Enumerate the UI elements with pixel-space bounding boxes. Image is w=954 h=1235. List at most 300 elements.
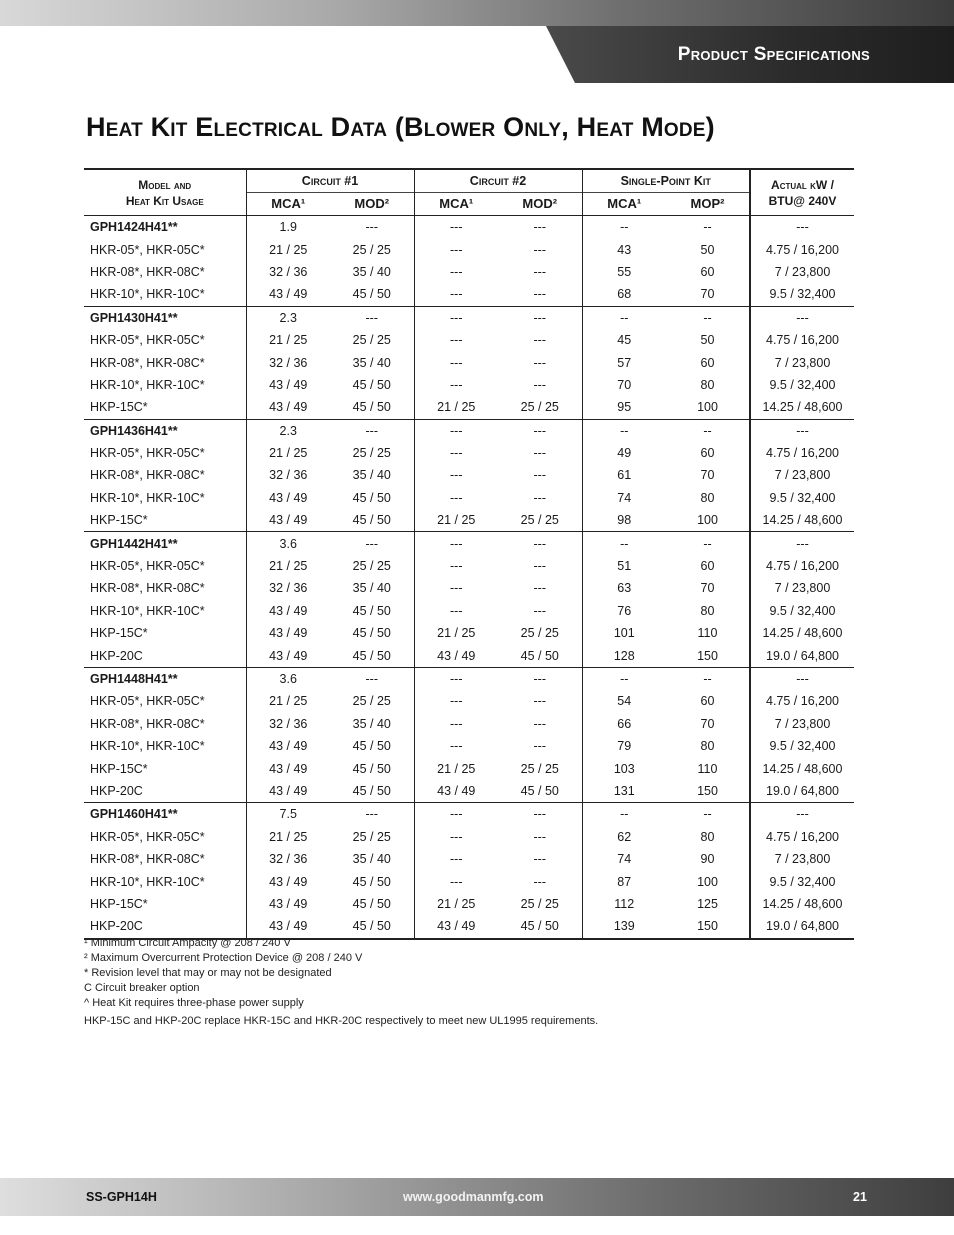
sub-header-mod-1: MOD² [330,193,414,216]
c2-mca-cell: --- [414,870,498,892]
model-cell: HKR-10*, HKR-10C* [90,377,205,392]
c1-mod-cell: 35 / 40 [352,581,391,596]
c1-mca-cell: 43 / 49 [246,487,330,509]
model-cell: HKR-10*, HKR-10C* [90,490,205,505]
heat-kit-table [84,168,854,940]
sp-mca-cell: 51 [582,555,666,577]
c1-mca-cell: 1.9 [246,216,330,239]
sp-mop-cell: 110 [697,761,718,776]
sp-mop-cell: 50 [700,333,715,348]
c2-mod-cell: --- [498,667,582,690]
sp-mca-cell: 66 [582,713,666,735]
actual-kw-header [750,169,854,216]
model-cell: HKR-10*, HKR-10C* [90,603,205,618]
c1-mod-cell: 45 / 50 [352,400,391,415]
actual-kw-cell: 4.75 / 16,200 [750,690,854,712]
c1-mod-cell: 45 / 50 [352,513,391,528]
c1-mca-cell: 21 / 25 [246,238,330,260]
c2-mca-cell: --- [414,577,498,599]
actual-kw-cell: 4.75 / 16,200 [750,826,854,848]
c1-mod-cell: --- [330,306,414,329]
actual-kw-cell: 4.75 / 16,200 [750,238,854,260]
sp-mop-cell: -- [666,532,750,555]
c1-mca-cell: 43 / 49 [246,644,330,667]
c1-mod-cell: --- [330,803,414,826]
c1-mca-cell: 43 / 49 [246,870,330,892]
table-row [84,487,854,509]
sp-mop-cell: 90 [700,852,715,867]
c2-mod-cell: --- [533,355,546,370]
table-row [84,396,854,419]
actual-kw-cell: 9.5 / 32,400 [750,600,854,622]
table-row [84,690,854,712]
actual-kw-cell: 7 / 23,800 [750,848,854,870]
model-cell: HKR-08*, HKR-08C* [90,716,205,731]
c2-mca-cell: 21 / 25 [414,396,498,419]
actual-kw-cell: 9.5 / 32,400 [750,374,854,396]
single-point-header: Single-Point Kit [582,169,750,193]
actual-kw-cell: --- [750,532,854,555]
sp-mca-cell: 55 [582,261,666,283]
actual-kw-cell: 4.75 / 16,200 [750,442,854,464]
c2-mca-cell: --- [414,826,498,848]
c1-mca-cell: 43 / 49 [246,283,330,306]
replacement-note: HKP-15C and HKP-20C replace HKR-15C and HKR-20C respectively to meet new UL1995 requirements. [84,1015,599,1027]
sp-mca-cell: 70 [582,374,666,396]
c2-mca-cell: 21 / 25 [414,757,498,779]
table-row [84,713,854,735]
c1-mca-cell: 21 / 25 [246,690,330,712]
model-cell: GPH1424H41** [84,216,246,239]
table-body [84,216,854,939]
c1-mod-cell: --- [330,216,414,239]
c2-mod-cell: --- [533,446,546,461]
sp-mop-cell: 100 [697,874,718,889]
c2-mod-cell: 45 / 50 [498,915,582,938]
c2-mca-cell: --- [414,600,498,622]
actual-kw-cell: 9.5 / 32,400 [750,735,854,757]
actual-kw-cell: 9.5 / 32,400 [750,870,854,892]
c2-mca-cell: --- [414,532,498,555]
sp-mca-cell: 62 [582,826,666,848]
c1-mca-cell: 21 / 25 [246,826,330,848]
c1-mod-cell: 45 / 50 [352,739,391,754]
c1-mca-cell: 32 / 36 [246,261,330,283]
c1-mod-cell: 35 / 40 [352,264,391,279]
actual-kw-cell: 7 / 23,800 [750,713,854,735]
sp-mca-cell: -- [582,216,666,239]
c2-mod-cell: --- [533,694,546,709]
c2-mca-cell: --- [414,283,498,306]
circuit2-header: Circuit #2 [414,169,582,193]
sp-mop-cell: -- [666,419,750,442]
c1-mod-cell: 45 / 50 [352,761,391,776]
sp-mop-cell: 125 [697,896,718,911]
circuit1-header: Circuit #1 [246,169,414,193]
c2-mca-cell: 43 / 49 [414,644,498,667]
table-row [84,870,854,892]
actual-kw-cell: 14.25 / 48,600 [750,893,854,915]
c1-mca-cell: 32 / 36 [246,351,330,373]
table-row-model [84,803,854,826]
model-column-header [84,169,246,216]
table-row [84,622,854,644]
model-cell: GPH1442H41** [84,532,246,555]
c2-mca-cell: 43 / 49 [414,915,498,938]
sp-mop-cell: 60 [700,694,715,709]
sp-mop-cell: 100 [697,513,718,528]
section-title: Product Specifications [677,44,870,65]
sp-mop-cell: 60 [700,355,715,370]
footnote: ¹ Minimum Circuit Ampacity @ 208 / 240 V [84,937,291,949]
sp-mop-cell: -- [666,306,750,329]
sp-mca-cell: 43 [582,238,666,260]
c1-mca-cell: 43 / 49 [246,893,330,915]
sp-mca-cell: -- [582,532,666,555]
c2-mod-cell: --- [498,419,582,442]
table-row [84,442,854,464]
actual-kw-cell: 19.0 / 64,800 [750,915,854,938]
c2-mod-cell: --- [533,716,546,731]
c2-mod-cell: --- [533,603,546,618]
sp-mca-cell: 87 [582,870,666,892]
sp-mca-cell: -- [582,306,666,329]
actual-header-line1: Actual kW / [771,177,834,192]
table-row [84,238,854,260]
c1-mod-cell: 45 / 50 [352,603,391,618]
c1-mod-cell: 45 / 50 [352,648,391,663]
model-cell: HKR-08*, HKR-08C* [90,581,205,596]
c2-mod-cell: --- [533,852,546,867]
c1-mca-cell: 43 / 49 [246,915,330,938]
model-cell: HKR-10*, HKR-10C* [90,739,205,754]
model-cell: GPH1436H41** [84,419,246,442]
sp-mop-cell: -- [666,216,750,239]
table-row [84,555,854,577]
model-cell: HKR-05*, HKR-05C* [90,559,205,574]
c1-mca-cell: 43 / 49 [246,374,330,396]
table-row [84,600,854,622]
sp-mca-cell: 74 [582,848,666,870]
table-row [84,848,854,870]
sub-header-mca-3: MCA¹ [582,193,666,216]
c2-mca-cell: 21 / 25 [414,509,498,532]
c1-mod-cell: 25 / 25 [352,333,391,348]
sp-mop-cell: 70 [700,287,715,302]
c2-mod-cell: --- [533,264,546,279]
c2-mod-cell: 45 / 50 [520,783,559,798]
model-cell: HKP-15C* [90,761,148,776]
c2-mca-cell: --- [414,306,498,329]
c1-mca-cell: 43 / 49 [246,622,330,644]
c2-mod-cell: --- [533,829,546,844]
c1-mod-cell: 45 / 50 [352,287,391,302]
c2-mca-cell: --- [414,216,498,239]
c2-mca-cell: --- [414,261,498,283]
c2-mod-cell: --- [533,581,546,596]
actual-kw-cell: 14.25 / 48,600 [750,622,854,644]
c2-mod-cell: --- [533,242,546,257]
sp-mca-cell: 139 [582,915,666,938]
model-cell: HKP-20C [90,783,143,798]
c1-mod-cell: 45 / 50 [352,490,391,505]
sub-header-mca-1: MCA¹ [246,193,330,216]
c2-mod-cell: 45 / 50 [520,648,559,663]
sp-mop-cell: 80 [700,490,715,505]
model-cell: GPH1460H41** [84,803,246,826]
c2-mod-cell: --- [533,377,546,392]
sp-mop-cell: 50 [700,242,715,257]
c1-mod-cell: 45 / 50 [352,377,391,392]
table-row [84,509,854,532]
model-cell: HKR-05*, HKR-05C* [90,694,205,709]
model-cell: HKR-08*, HKR-08C* [90,852,205,867]
sp-mca-cell: 57 [582,351,666,373]
table-row [84,826,854,848]
c2-mca-cell: 21 / 25 [414,893,498,915]
sp-mca-cell: 68 [582,283,666,306]
table-row-model [84,532,854,555]
footnote: ^ Heat Kit requires three-phase power supply [84,997,304,1009]
c2-mca-cell: --- [414,351,498,373]
c2-mca-cell: --- [414,803,498,826]
actual-kw-cell: 7 / 23,800 [750,351,854,373]
model-cell: HKP-15C* [90,400,148,415]
sp-mca-cell: 131 [582,780,666,803]
sp-mca-cell: 61 [582,464,666,486]
c2-mod-cell: --- [533,739,546,754]
actual-kw-cell: 19.0 / 64,800 [750,644,854,667]
c2-mca-cell: --- [414,735,498,757]
c2-mod-cell: --- [498,216,582,239]
table-row [84,283,854,306]
sp-mop-cell: 70 [700,581,715,596]
table-row [84,329,854,351]
model-cell: HKR-05*, HKR-05C* [90,446,205,461]
sp-mop-cell: 60 [700,446,715,461]
model-cell: HKR-05*, HKR-05C* [90,242,205,257]
table-row [84,351,854,373]
actual-kw-cell: --- [750,803,854,826]
c1-mod-cell: --- [330,667,414,690]
actual-kw-cell: 14.25 / 48,600 [750,757,854,779]
sp-mop-cell: -- [666,667,750,690]
actual-kw-cell: 7 / 23,800 [750,261,854,283]
sp-mop-cell: 150 [697,783,718,798]
c2-mca-cell: --- [414,464,498,486]
c2-mca-cell: --- [414,442,498,464]
table-row [84,374,854,396]
c2-mca-cell: --- [414,667,498,690]
sp-mop-cell: 150 [697,648,718,663]
table-row-model [84,667,854,690]
c1-mca-cell: 32 / 36 [246,848,330,870]
table-row [84,915,854,938]
table-row [84,577,854,599]
model-cell: HKR-10*, HKR-10C* [90,287,205,302]
sub-header-mca-2: MCA¹ [414,193,498,216]
c1-mca-cell: 43 / 49 [246,396,330,419]
actual-kw-cell: 7 / 23,800 [750,464,854,486]
c2-mod-cell: --- [533,490,546,505]
sp-mca-cell: -- [582,803,666,826]
c2-mod-cell: --- [533,287,546,302]
actual-kw-cell: 9.5 / 32,400 [750,283,854,306]
sp-mop-cell: 60 [700,264,715,279]
model-header-line1: Model and [138,177,192,192]
sp-mca-cell: 49 [582,442,666,464]
footnotes [84,936,598,1029]
footnote: ² Maximum Overcurrent Protection Device @ 208 / 240 V [84,952,363,964]
c2-mca-cell: --- [414,238,498,260]
c2-mca-cell: --- [414,487,498,509]
c1-mca-cell: 43 / 49 [246,780,330,803]
c1-mod-cell: 35 / 40 [352,468,391,483]
c1-mca-cell: 32 / 36 [246,713,330,735]
c1-mca-cell: 3.6 [246,667,330,690]
model-cell: HKR-05*, HKR-05C* [90,829,205,844]
sp-mop-cell: 60 [700,559,715,574]
sp-mop-cell: 110 [697,626,718,641]
c2-mod-cell: 25 / 25 [520,896,559,911]
sp-mop-cell: 70 [700,468,715,483]
table-row [84,735,854,757]
c1-mod-cell: 25 / 25 [352,694,391,709]
sp-mca-cell: 98 [582,509,666,532]
top-band [0,0,954,26]
sp-mop-cell: 80 [700,377,715,392]
sub-header-mod-2: MOD² [498,193,582,216]
c1-mod-cell: 35 / 40 [352,716,391,731]
table-row [84,757,854,779]
sp-mca-cell: -- [582,667,666,690]
c1-mca-cell: 43 / 49 [246,735,330,757]
c2-mca-cell: --- [414,848,498,870]
model-header-line2: Heat Kit Usage [125,193,204,208]
sp-mca-cell: 79 [582,735,666,757]
c1-mod-cell: --- [330,419,414,442]
model-cell: GPH1430H41** [84,306,246,329]
c1-mca-cell: 32 / 36 [246,577,330,599]
c1-mod-cell: 45 / 50 [330,915,414,938]
table-row-model [84,419,854,442]
actual-kw-cell: 9.5 / 32,400 [750,487,854,509]
sp-mca-cell: 112 [582,893,666,915]
sp-mop-cell: 70 [700,716,715,731]
c2-mca-cell: --- [414,555,498,577]
footnote: C Circuit breaker option [84,982,200,994]
actual-kw-cell: --- [750,306,854,329]
table-row-model [84,306,854,329]
sp-mca-cell: 45 [582,329,666,351]
sp-mca-cell: 95 [582,396,666,419]
c2-mod-cell: 25 / 25 [520,761,559,776]
c1-mca-cell: 2.3 [246,419,330,442]
c1-mca-cell: 21 / 25 [246,555,330,577]
sp-mop-cell: 150 [666,915,750,938]
c2-mod-cell: --- [533,559,546,574]
c2-mod-cell: 25 / 25 [520,400,559,415]
c2-mca-cell: --- [414,713,498,735]
model-cell: HKR-05*, HKR-05C* [90,333,205,348]
model-cell: GPH1448H41** [84,667,246,690]
page-number: 21 [853,1190,867,1204]
c1-mca-cell: 3.6 [246,532,330,555]
sp-mop-cell: 80 [700,739,715,754]
sp-mca-cell: -- [582,419,666,442]
sp-mca-cell: 54 [582,690,666,712]
c1-mod-cell: 45 / 50 [352,783,391,798]
c2-mod-cell: --- [533,874,546,889]
c2-mod-cell: --- [498,803,582,826]
c2-mod-cell: 25 / 25 [520,626,559,641]
model-cell: HKP-20C [90,648,143,663]
actual-kw-cell: 7 / 23,800 [750,577,854,599]
c2-mod-cell: 25 / 25 [520,513,559,528]
sp-mop-cell: 80 [700,603,715,618]
table-row [84,644,854,667]
c1-mod-cell: 35 / 40 [352,355,391,370]
c2-mca-cell: --- [414,419,498,442]
sp-mca-cell: 101 [582,622,666,644]
c1-mod-cell: 45 / 50 [352,896,391,911]
actual-kw-cell: 14.25 / 48,600 [750,396,854,419]
table-row [84,261,854,283]
c1-mod-cell: 45 / 50 [352,626,391,641]
c2-mod-cell: --- [498,532,582,555]
c1-mca-cell: 2.3 [246,306,330,329]
actual-kw-cell: --- [750,216,854,239]
c2-mod-cell: --- [533,333,546,348]
c1-mod-cell: 25 / 25 [352,242,391,257]
document-id: SS-GPH14H [86,1190,157,1204]
table-row [84,893,854,915]
c1-mca-cell: 32 / 36 [246,464,330,486]
footnote: * Revision level that may or may not be designated [84,967,332,979]
c2-mca-cell: 21 / 25 [414,622,498,644]
table-row [84,780,854,803]
c2-mca-cell: --- [414,329,498,351]
actual-kw-cell: 19.0 / 64,800 [750,780,854,803]
c1-mod-cell: --- [330,532,414,555]
sp-mca-cell: 76 [582,600,666,622]
c1-mod-cell: 25 / 25 [352,559,391,574]
sub-header-mop-3: MOP² [666,193,750,216]
sp-mca-cell: 74 [582,487,666,509]
website-link[interactable]: www.goodmanmfg.com [403,1190,544,1204]
c1-mod-cell: 45 / 50 [352,874,391,889]
model-cell: HKP-15C* [90,626,148,641]
model-cell: HKP-15C* [90,896,148,911]
c1-mca-cell: 21 / 25 [246,442,330,464]
c1-mca-cell: 43 / 49 [246,509,330,532]
c2-mod-cell: --- [498,306,582,329]
model-cell: HKP-15C* [90,513,148,528]
model-cell: HKP-20C [84,915,246,938]
actual-kw-cell: 4.75 / 16,200 [750,329,854,351]
sp-mca-cell: 128 [582,644,666,667]
model-cell: HKR-10*, HKR-10C* [90,874,205,889]
c2-mod-cell: --- [533,468,546,483]
actual-kw-cell: --- [750,667,854,690]
c1-mod-cell: 25 / 25 [352,829,391,844]
actual-kw-cell: 4.75 / 16,200 [750,555,854,577]
c1-mca-cell: 7.5 [246,803,330,826]
sp-mop-cell: -- [666,803,750,826]
page-title: Heat Kit Electrical Data (Blower Only, Heat Mode) [86,112,715,142]
c1-mca-cell: 21 / 25 [246,329,330,351]
model-cell: HKR-08*, HKR-08C* [90,264,205,279]
